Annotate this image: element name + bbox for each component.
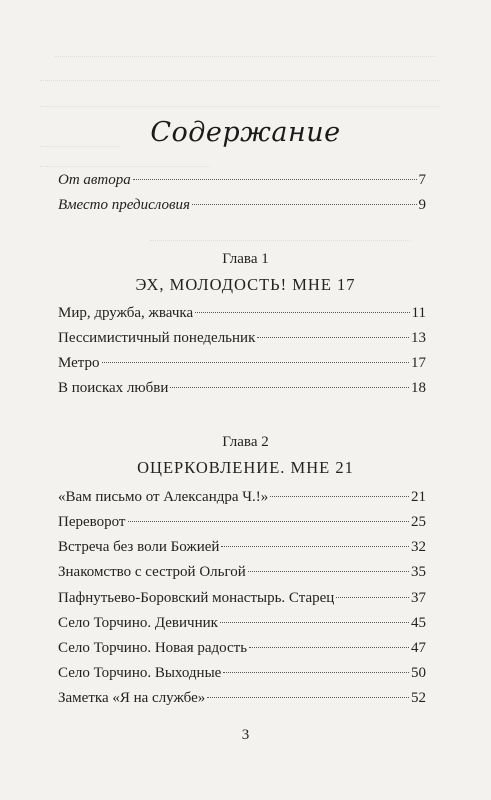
toc-entry-label: Знакомство с сестрой Ольгой [58,564,246,580]
chapter-2-title: ОЦЕРКОВЛЕНИЕ. МНЕ 21 [137,458,354,477]
dot-leader [128,521,410,522]
toc-entry-page: 9 [418,197,426,213]
toc-entry[interactable] [58,590,426,612]
toc-entry-label: Заметка «Я на службе» [58,690,206,706]
toc-entry-page: 7 [418,172,426,188]
toc-entry[interactable] [58,380,426,402]
toc-entry[interactable] [58,172,426,194]
dot-leader [170,387,409,388]
chapter-1-heading: Глава 1 [222,251,269,267]
toc-entry[interactable] [58,640,426,662]
toc-entry-label: «Вам письмо от Александра Ч.!» [58,489,269,505]
toc-entry-page: 47 [411,640,426,656]
dot-leader [220,622,409,623]
toc-entry[interactable] [58,305,426,327]
toc-entry[interactable] [58,355,426,377]
toc-entry-page: 11 [411,305,426,321]
toc-entry-label: Пессимистичный понедельник [58,330,256,346]
toc-entry-label: Метро [58,355,100,371]
dot-leader [192,204,417,205]
toc-entry-label: Встреча без воли Божией [58,539,220,555]
dot-leader [270,496,409,497]
dot-leader [223,672,409,673]
toc-entry-label: От автора [58,172,131,188]
toc-entry-page: 37 [411,590,426,606]
toc-entry-label: Село Торчино. Новая радость [58,640,248,656]
toc-entry-label: Село Торчино. Девичник [58,615,218,631]
toc-entry-page: 18 [411,380,426,396]
toc-entry[interactable] [58,665,426,687]
dot-leader [133,179,417,180]
toc-entry-page: 21 [411,489,426,505]
dot-leader [195,312,409,313]
dot-leader [221,546,409,547]
dot-leader [336,597,409,598]
toc-entry-page: 13 [411,330,426,346]
toc-entry[interactable] [58,539,426,561]
toc-entry-page: 17 [411,355,426,371]
toc-entry[interactable] [58,514,426,536]
toc-entry-page: 25 [411,514,426,530]
dot-leader [257,337,409,338]
toc-entry-page: 52 [411,690,426,706]
dot-leader [249,647,409,648]
dot-leader [248,571,409,572]
toc-entry-label: В поисках любви [58,380,169,396]
toc-entry-page: 32 [411,539,426,555]
chapter-1-title: ЭХ, МОЛОДОСТЬ! МНЕ 17 [135,275,356,294]
toc-entry[interactable] [58,330,426,352]
toc-entry-label: Вместо предисловия [58,197,190,213]
toc-entry-page: 45 [411,615,426,631]
chapter-2-heading: Глава 2 [222,434,269,450]
toc-entry[interactable] [58,564,426,586]
toc-entry-label: Село Торчино. Выходные [58,665,222,681]
toc-entry-label: Переворот [58,514,126,530]
toc-entry[interactable] [58,197,426,219]
toc-entry-label: Пафнутьево-Боровский монастырь. Старец [58,590,335,606]
toc-entry[interactable] [58,489,426,511]
toc-entry[interactable] [58,690,426,712]
toc-entry[interactable] [58,615,426,637]
toc-title: Содержание [150,117,341,148]
page-number: 3 [241,727,250,743]
dot-leader [207,697,409,698]
dot-leader [102,362,409,363]
toc-entry-page: 50 [411,665,426,681]
toc-entry-page: 35 [411,564,426,580]
toc-entry-label: Мир, дружба, жвачка [58,305,194,321]
